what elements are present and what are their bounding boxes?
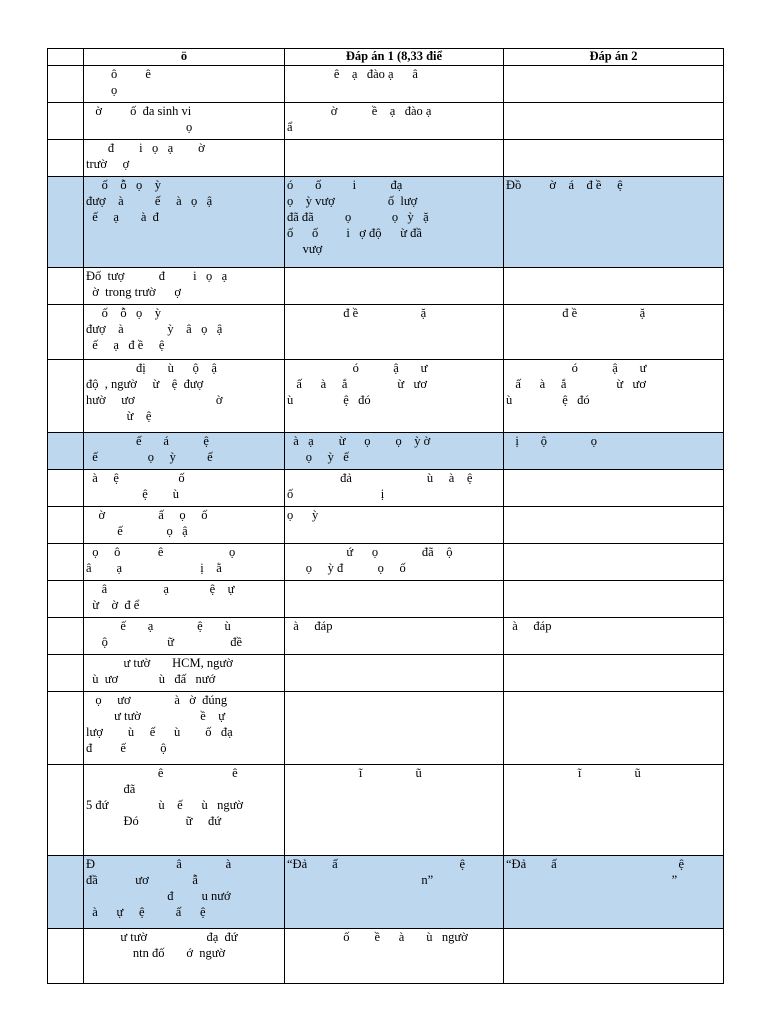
answer-1-cell: à đáp (285, 618, 504, 655)
table-row (48, 581, 724, 618)
row-index-cell (48, 66, 84, 103)
answer-1-cell: ó ố i đạ ọ ỳ vượ ố lượ đã đã ọ ọ ỳ ặ ố ố i ợ độ ừ đầ vượ (285, 177, 504, 268)
answer-2-cell: à đáp (504, 618, 724, 655)
answer-1-cell (285, 268, 504, 305)
row-index-cell (48, 103, 84, 140)
answer-2-cell (504, 581, 724, 618)
question-cell: ô ê ọ (84, 66, 285, 103)
question-cell: ư tườ đạ đứ ntn đố ớ ngườ (84, 929, 285, 984)
table-row (48, 692, 724, 765)
table-row (48, 268, 724, 305)
answer-2-cell: đ ề ặ (504, 305, 724, 360)
row-index-cell (48, 470, 84, 507)
answer-2-cell (504, 507, 724, 544)
header-cell-question: ö (84, 49, 285, 66)
answer-1-cell: ứ ọ đã ộ ọ ỳ đ ọ ố (285, 544, 504, 581)
answer-2-cell: ĩ ũ (504, 765, 724, 856)
table-row (48, 433, 724, 470)
answer-2-cell (504, 470, 724, 507)
table-row (48, 66, 724, 103)
table-row (48, 177, 724, 268)
question-cell: ố ỗ ọ ỳ đượ à ế à ọ ậ ế ạ à đ (84, 177, 285, 268)
row-index-cell (48, 140, 84, 177)
question-cell: đ i ọ ạ ờ trườ ợ (84, 140, 285, 177)
row-index-cell (48, 177, 84, 268)
table-row (48, 765, 724, 856)
row-index-cell (48, 268, 84, 305)
answer-2-cell (504, 655, 724, 692)
answer-2-cell: ị ộ ọ (504, 433, 724, 470)
answer-table (47, 48, 724, 984)
answer-2-cell (504, 929, 724, 984)
table-row (48, 360, 724, 433)
question-cell: Đố tượ đ i ọ ạ ờ trong trườ ợ (84, 268, 285, 305)
table-row (48, 655, 724, 692)
answer-1-cell (285, 692, 504, 765)
answer-2-cell (504, 66, 724, 103)
row-index-cell (48, 544, 84, 581)
row-index-cell (48, 765, 84, 856)
table-row (48, 103, 724, 140)
row-index-cell (48, 360, 84, 433)
table-row (48, 140, 724, 177)
row-index-cell (48, 433, 84, 470)
answer-2-cell: Đồ ờ á đ ề ệ (504, 177, 724, 268)
row-index-cell (48, 692, 84, 765)
table-row (48, 470, 724, 507)
table-row (48, 618, 724, 655)
answer-2-cell (504, 692, 724, 765)
row-index-cell (48, 929, 84, 984)
row-index-cell (48, 618, 84, 655)
table-row (48, 856, 724, 929)
question-cell: ế ạ ệ ù ộ ữ đề (84, 618, 285, 655)
table-row (48, 929, 724, 984)
row-index-cell (48, 655, 84, 692)
table-header-row (48, 49, 724, 66)
row-index-cell (48, 581, 84, 618)
row-index-cell (48, 305, 84, 360)
answer-1-cell: ó ậ ư ấ à ắ ừ ươ ù ệ đó (285, 360, 504, 433)
answer-1-cell: “Đả ấ ệ n” (285, 856, 504, 929)
question-cell: ờ ố đa sinh vi ọ (84, 103, 285, 140)
question-cell: à ệ ố ệ ù (84, 470, 285, 507)
answer-1-cell: ố ề à ù ngườ (285, 929, 504, 984)
answer-1-cell: ọ ỳ (285, 507, 504, 544)
question-cell: ư tườ HCM, ngườ ù ươ ù đấ nướ (84, 655, 285, 692)
table-row (48, 544, 724, 581)
answer-2-cell (504, 140, 724, 177)
answer-2-cell: ó ậ ư ấ à ắ ừ ươ ù ệ đó (504, 360, 724, 433)
question-cell: ờ ấ ọ ố ế ọ ậ (84, 507, 285, 544)
answer-1-cell: đả ù à ệ ố ị (285, 470, 504, 507)
answer-2-cell: “Đả ấ ệ ” (504, 856, 724, 929)
table-row (48, 305, 724, 360)
question-cell: ọ ươ à ờ đúng ư tườ ề ự lượ ù ế ù ố đạ đ ế ộ (84, 692, 285, 765)
question-cell: ọ ô ê ọ â ạ ị ằ (84, 544, 285, 581)
answer-1-cell: à ạ ừ ọ ọ ỳ ờ ọ ỳ ế (285, 433, 504, 470)
row-index-cell (48, 507, 84, 544)
answer-1-cell (285, 140, 504, 177)
question-cell: ê ê đã 5 đứ ù ế ù ngườ Đó ữ đứ (84, 765, 285, 856)
header-cell-answer-2: Đáp án 2 (504, 49, 724, 66)
question-cell: ế á ệ ế ọ ỳ ế (84, 433, 285, 470)
answer-1-cell: đ ề ặ (285, 305, 504, 360)
question-cell: đị ù ộ ậ độ , ngườ ừ ệ đượ hườ ươ ờ ừ ệ (84, 360, 285, 433)
table-row (48, 507, 724, 544)
answer-1-cell: ê ạ đào ạ â (285, 66, 504, 103)
answer-1-cell: ĩ ũ (285, 765, 504, 856)
answer-1-cell (285, 655, 504, 692)
table-body (48, 66, 724, 984)
answer-2-cell (504, 268, 724, 305)
header-cell-answer-1: Đáp án 1 (8,33 điể (285, 49, 504, 66)
row-index-cell (48, 856, 84, 929)
answer-1-cell (285, 581, 504, 618)
header-cell-index (48, 49, 84, 66)
question-cell: Đ â à đầ ươ ẫ đ u nướ à ự ệ ấ ệ (84, 856, 285, 929)
answer-2-cell (504, 103, 724, 140)
answer-2-cell (504, 544, 724, 581)
question-cell: â ạ ệ ự ừ ờ đ ể (84, 581, 285, 618)
question-cell: ố ỗ ọ ỳ đượ à ỳ â ọ ậ ế ạ đ ề ệ (84, 305, 285, 360)
answer-1-cell: ờ ề ạ đào ạ ẩ (285, 103, 504, 140)
